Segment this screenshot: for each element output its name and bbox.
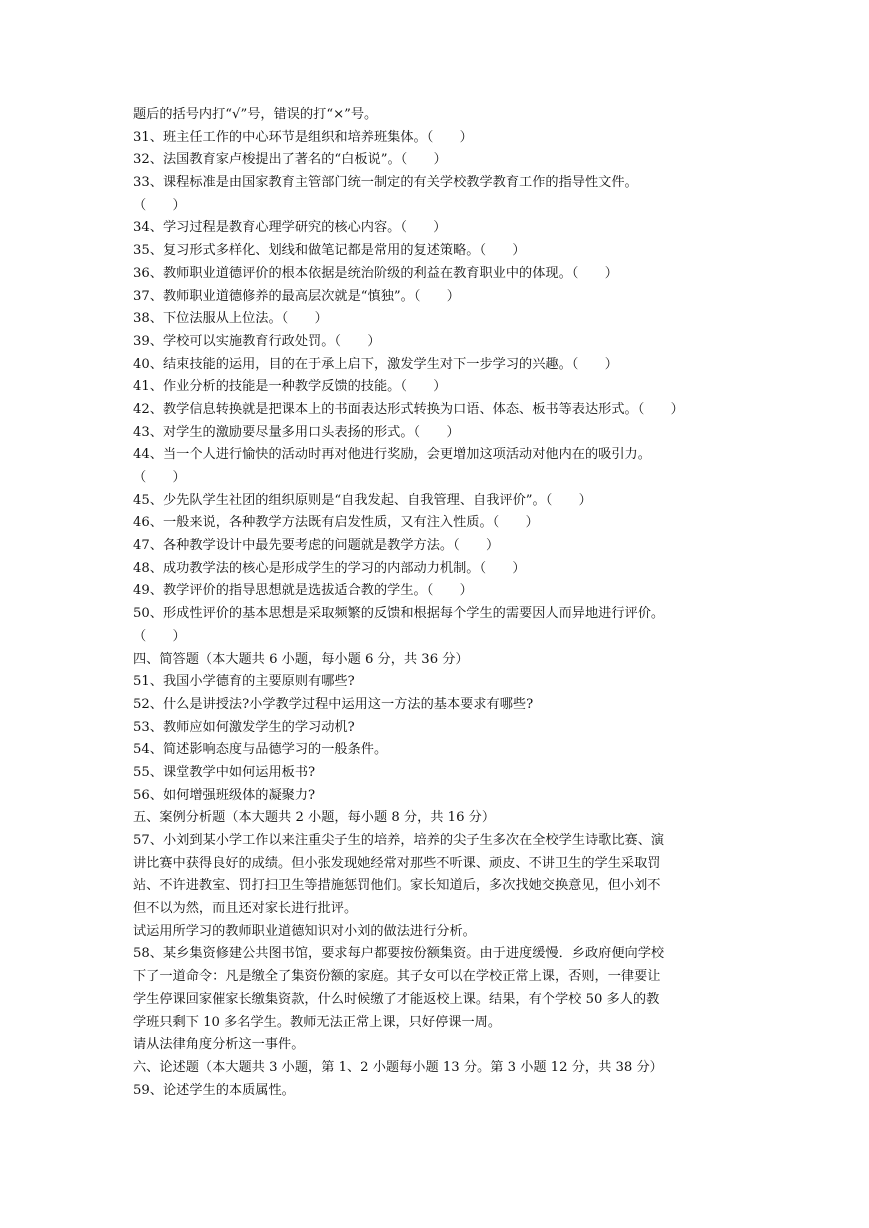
question-39: 39、学校可以实施教育行政处罚。（ ） [133, 333, 381, 349]
question-33-answer-blank: （ ） [133, 197, 186, 213]
section-4-heading: 四、简答题（本大题共 6 小题，每小题 6 分，共 36 分） [133, 651, 469, 667]
question-46: 46、一般来说，各种教学方法既有启发性质，又有注入性质。（ ） [133, 515, 539, 531]
question-37: 37、教师职业道德修养的最高层次就是“慎独”。（ ） [133, 288, 460, 304]
section-instruction-text: 题后的括号内打“√”号，错误的打“×”号。 [133, 107, 378, 122]
question-58-prompt: 请从法律角度分析这一事件。 [133, 1037, 305, 1053]
question-57-line-2: 讲比赛中获得良好的成绩。但小张发现她经常对那些不听课、顽皮、不讲卫生的学生采取罚 [133, 855, 661, 871]
question-47: 47、各种教学设计中最先要考虑的问题就是教学方法。（ ） [133, 538, 500, 554]
question-58-line-2: 下了一道命令：凡是缴全了集资份额的家庭。其子女可以在学校正常上课，否则，一律要让 [133, 969, 661, 985]
section-6-heading: 六、论述题（本大题共 3 小题，第 1、2 小题每小题 13 分。第 3 小题 12 分，共 38 分） [133, 1059, 663, 1075]
question-33: 33、课程标准是由国家教育主管部门统一制定的有关学校教学教育工作的指导性文件。 [133, 175, 638, 191]
question-59: 59、论述学生的本质属性。 [133, 1082, 295, 1098]
question-44-answer-blank: （ ） [133, 470, 186, 485]
question-51: 51、我国小学德育的主要原则有哪些? [133, 674, 355, 690]
exam-page-body [133, 104, 749, 1102]
question-34: 34、学习过程是教育心理学研究的核心内容。（ ） [133, 220, 447, 236]
question-58-line-3: 学生停课回家催家长缴集资款，什么时候缴了才能返校上课。结果，有个学校 50 多人的教 [133, 991, 660, 1007]
question-44: 44、当一个人进行愉快的活动时再对他进行奖励，会更增加这项活动对他内在的吸引力。 [133, 447, 651, 463]
question-38: 38、下位法服从上位法。（ ） [133, 311, 328, 327]
question-50: 50、形成性评价的基本思想是采取频繁的反馈和根据每个学生的需要因人而异地进行评价。 [133, 606, 665, 622]
question-53: 53、教师应如何激发学生的学习动机? [133, 719, 355, 735]
question-58-line-4: 学班只剩下 10 多名学生。教师无法正常上课，只好停课一周。 [133, 1014, 502, 1030]
question-52: 52、什么是讲授法?小学教学过程中运用这一方法的基本要求有哪些? [133, 696, 534, 712]
question-54: 54、简述影响态度与品德学习的一般条件。 [133, 742, 388, 758]
question-57-prompt: 试运用所学习的教师职业道德知识对小刘的做法进行分析。 [133, 923, 476, 939]
question-43: 43、对学生的激励要尽量多用口头表扬的形式。（ ） [133, 424, 460, 440]
question-48: 48、成功教学法的核心是形成学生的学习的内部动力机制。（ ） [133, 560, 526, 576]
question-58-line-1: 58、某乡集资修建公共图书馆，要求每户都要按份额集资。由于进度缓慢．乡政府便向学校 [133, 946, 665, 962]
question-42: 42、教学信息转换就是把课本上的书面表达形式转换为口语、体态、板书等表达形式。（ ） [133, 401, 684, 417]
question-36: 36、教师职业道德评价的根本依据是统治阶级的利益在教育职业中的体现。（ ） [133, 265, 618, 281]
question-32: 32、法国教育家卢梭提出了著名的“白板说”。（ ） [133, 152, 447, 168]
question-57-line-3: 站、不许进教室、罚打扫卫生等措施惩罚他们。家长知道后，多次找她交换意见，但小刘不 [133, 878, 661, 894]
question-57-line-1: 57、小刘到某小学工作以来注重尖子生的培养，培养的尖子生多次在全校学生诗歌比赛、演 [133, 833, 665, 848]
question-41: 41、作业分析的技能是一种教学反馈的技能。（ ） [133, 379, 447, 395]
section-5-heading: 五、案例分析题（本大题共 2 小题，每小题 8 分，共 16 分） [133, 810, 496, 826]
question-45: 45、少先队学生社团的组织原则是“自我发起、自我管理、自我评价”。（ ） [133, 492, 592, 508]
question-50-answer-blank: （ ） [133, 628, 186, 644]
question-55: 55、课堂教学中如何运用板书? [133, 764, 316, 780]
question-49: 49、教学评价的指导思想就是选拔适合教的学生。（ ） [133, 583, 473, 599]
question-31: 31、班主任工作的中心环节是组织和培养班集体。（ ） [133, 129, 473, 145]
question-40: 40、结束技能的运用，目的在于承上启下，激发学生对下一步学习的兴趣。（ ） [133, 356, 618, 372]
question-56: 56、如何增强班级体的凝聚力? [133, 787, 316, 803]
question-35: 35、复习形式多样化、划线和做笔记都是常用的复述策略。（ ） [133, 243, 526, 259]
question-57-line-4: 但不以为然，而且还对家长进行批评。 [133, 901, 358, 917]
